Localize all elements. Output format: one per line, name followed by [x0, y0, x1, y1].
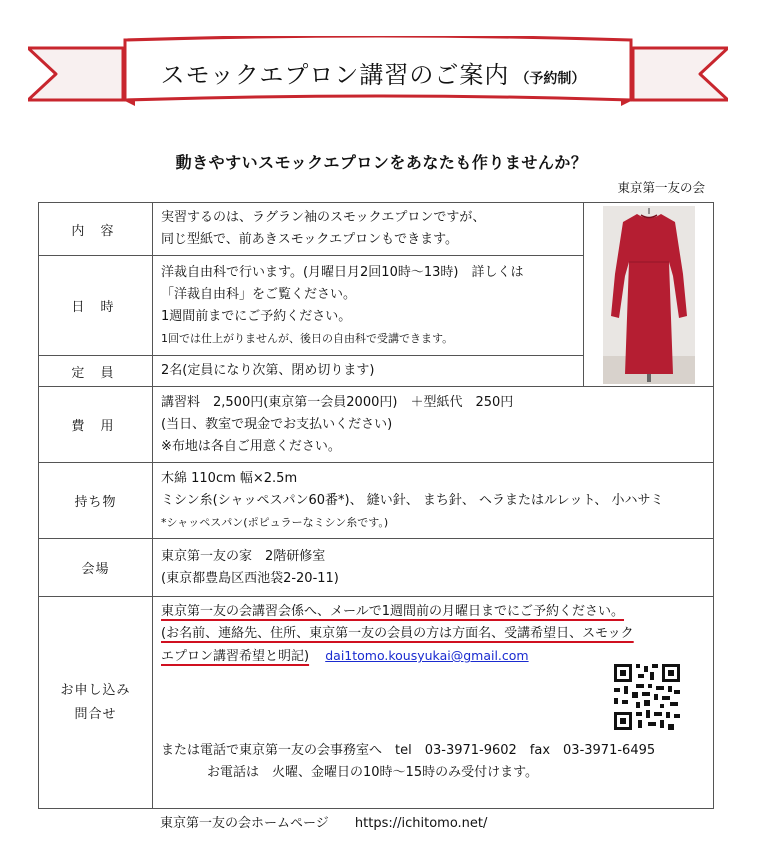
- kaijou-line: (東京都豊島区西池袋2-20-11): [161, 570, 339, 586]
- hiyou-line: ※布地は各自ご用意ください。: [161, 438, 341, 454]
- headline: 動きやすいスモックエプロンをあなたも作りませんか？: [175, 153, 588, 172]
- content-kaijou: [153, 539, 714, 597]
- footer-label: 東京第一友の会ホームページ: [160, 816, 329, 831]
- label-teiin: 定 員: [39, 356, 153, 387]
- banner-title-main: スモックエプロン講習のご案内: [160, 61, 510, 89]
- nichiji-line: 洋裁自由科で行います。(月曜日月2回10時～13時) 詳しくは: [161, 264, 524, 280]
- content-teiin: [153, 356, 584, 387]
- mochimono-line: 木綿 110cm 幅×2.5m: [161, 470, 298, 486]
- organizer-name: 東京第一友の会: [617, 180, 705, 195]
- content-naiyou: [153, 203, 584, 256]
- dress-photo: [603, 206, 695, 384]
- mochimono-line: ミシン糸(シャッペスパン60番*)、 縫い針、 まち針、 ヘラまたはルレット、 小ハサミ: [161, 492, 664, 508]
- content-mochimono: [153, 463, 714, 539]
- photo-cell: [584, 203, 714, 387]
- nichiji-line: 「洋裁自由科」をご覧ください。: [161, 286, 357, 302]
- moushikomi-label-line: お申し込み: [60, 682, 131, 698]
- row-naiyou: [39, 203, 714, 256]
- banner-title: [133, 50, 613, 100]
- banner-title-subtitle: （予約制）: [515, 71, 586, 87]
- homepage-link[interactable]: https://ichitomo.net/: [354, 816, 488, 831]
- label-naiyou: 内 容: [39, 203, 153, 256]
- email-link[interactable]: dai1tomo.kousyukai@gmail.com: [325, 648, 529, 663]
- moushikomi-line: 東京第一友の会講習会係へ、メールで1週間前の月曜日までにご予約ください。: [161, 604, 625, 619]
- row-mochimono: [39, 463, 714, 539]
- teiin-line: 2名(定員になり次第、閉め切ります): [161, 363, 375, 378]
- naiyou-line: 実習するのは、ラグラン袖のスモックエプロンですが、: [161, 210, 486, 225]
- qr-code[interactable]: [612, 662, 682, 732]
- label-kaijou: 会場: [39, 539, 153, 597]
- label-hiyou: 費 用: [39, 387, 153, 463]
- moushikomi-label-line: 問合せ: [74, 706, 117, 722]
- hours-line: お電話は 火曜、金曜日の10時～15時のみ受付けます。: [207, 765, 539, 780]
- moushikomi-line: エプロン講習希望と明記): [161, 649, 310, 664]
- label-mochimono: 持ち物: [39, 463, 153, 539]
- content-hiyou: [153, 387, 714, 463]
- footer: [160, 812, 487, 831]
- content-nichiji: [153, 256, 584, 356]
- label-moushikomi: [39, 597, 153, 809]
- mochimono-note: *シャッペスパン(ポピュラーなミシン糸です。): [161, 515, 389, 529]
- kaijou-line: 東京第一友の家 2階研修室: [161, 548, 326, 564]
- nichiji-line: 1週間前までにご予約ください。: [161, 308, 352, 324]
- hiyou-line: 講習料 2,500円(東京第一会員2000円) ＋型紙代 250円: [161, 394, 514, 410]
- nichiji-note: 1回では仕上がりませんが、後日の自由科で受講できます。: [161, 331, 454, 345]
- row-kaijou: [39, 539, 714, 597]
- moushikomi-line: (お名前、連絡先、住所、東京第一友の会員の方は方面名、受講希望日、スモック: [161, 626, 634, 641]
- phone-line: または電話で東京第一友の会事務室へ tel 03-3971-9602 fax 03-3971-6495: [161, 743, 656, 758]
- naiyou-line: 同じ型紙で、前あきスモックエプロンもできます。: [161, 232, 459, 247]
- row-hiyou: [39, 387, 714, 463]
- hiyou-line: (当日、教室で現金でお支払いください): [161, 416, 393, 432]
- label-nichiji: 日 時: [39, 256, 153, 356]
